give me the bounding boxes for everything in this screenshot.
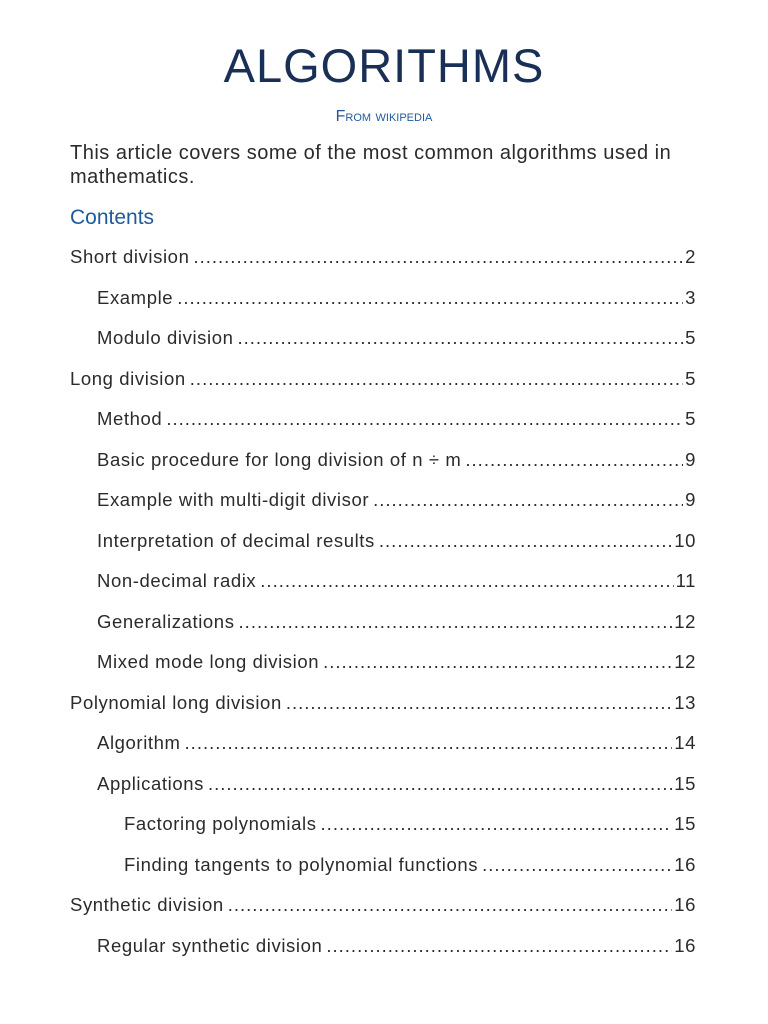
toc-entry[interactable]	[0, 845, 768, 886]
toc-dot-leader	[193, 246, 683, 268]
toc-dot-leader	[177, 287, 683, 309]
toc-dot-leader	[379, 530, 672, 552]
toc-page-number: 10	[674, 529, 696, 551]
toc-dot-leader	[239, 611, 673, 633]
toc-entry-title: Generalizations	[97, 610, 235, 632]
toc-dot-leader	[208, 773, 672, 795]
toc-entry[interactable]	[0, 318, 768, 359]
toc-page-number: 9	[685, 489, 696, 511]
toc-entry[interactable]	[0, 885, 768, 926]
toc-entry-title: Interpretation of decimal results	[97, 529, 375, 551]
toc-entry-title: Applications	[97, 772, 204, 794]
toc-entry-title: Mixed mode long division	[97, 651, 320, 673]
toc-page-number: 5	[685, 367, 696, 389]
toc-entry-title: Algorithm	[97, 732, 181, 754]
toc-dot-leader	[482, 854, 672, 876]
toc-page-number: 2	[685, 246, 696, 268]
toc-entry-title: Non-decimal radix	[97, 570, 257, 592]
toc-entry-title: Polynomial long division	[70, 691, 282, 713]
toc-entry[interactable]	[0, 683, 768, 724]
toc-entry[interactable]	[0, 237, 768, 278]
toc-entry[interactable]	[0, 359, 768, 400]
toc-entry[interactable]	[0, 521, 768, 562]
toc-dot-leader	[465, 449, 683, 471]
toc-entry-title: Basic procedure for long division of n ÷ m	[97, 448, 462, 470]
toc-entry[interactable]	[0, 642, 768, 683]
toc-dot-leader	[238, 327, 684, 349]
toc-entry[interactable]	[0, 440, 768, 481]
toc-page-number: 12	[674, 610, 696, 632]
toc-entry[interactable]	[0, 561, 768, 602]
toc-entry-title: Example with multi-digit divisor	[97, 489, 370, 511]
toc-dot-leader	[190, 368, 683, 390]
toc-entry-title: Modulo division	[97, 327, 234, 349]
toc-page-number: 16	[674, 894, 696, 916]
toc-dot-leader	[326, 935, 672, 957]
toc-entry[interactable]	[0, 480, 768, 521]
toc-page-number: 11	[675, 570, 696, 592]
toc-page-number: 16	[674, 853, 696, 875]
toc-page-number: 5	[685, 408, 696, 430]
toc-entry-title: Short division	[70, 246, 190, 268]
toc-dot-leader	[323, 651, 672, 673]
toc-page-number: 15	[674, 772, 696, 794]
toc-entry[interactable]	[0, 278, 768, 319]
toc-page-number: 5	[685, 327, 696, 349]
toc-entry-title: Factoring polynomials	[124, 813, 317, 835]
document-subtitle: From wikipedia	[335, 108, 433, 125]
table-of-contents	[0, 237, 768, 966]
toc-dot-leader	[373, 489, 683, 511]
toc-page-number: 9	[685, 448, 696, 470]
toc-entry[interactable]	[0, 723, 768, 764]
contents-heading: Contents	[70, 206, 155, 229]
toc-dot-leader	[260, 570, 673, 592]
toc-dot-leader	[228, 894, 672, 916]
toc-page-number: 16	[674, 934, 696, 956]
toc-entry-title: Method	[97, 408, 163, 430]
toc-entry-title: Example	[97, 286, 174, 308]
toc-page-number: 3	[685, 286, 696, 308]
toc-page-number: 14	[674, 732, 696, 754]
toc-entry-title: Synthetic division	[70, 894, 224, 916]
toc-page-number: 12	[674, 651, 696, 673]
toc-entry-title: Long division	[70, 367, 186, 389]
toc-entry[interactable]	[0, 764, 768, 805]
toc-dot-leader	[286, 692, 672, 714]
toc-entry[interactable]	[0, 602, 768, 643]
toc-entry[interactable]	[0, 926, 768, 967]
toc-dot-leader	[185, 732, 673, 754]
intro-paragraph: This article covers some of the most common algorithms used in mathematics.	[70, 142, 672, 188]
toc-entry[interactable]	[0, 804, 768, 845]
toc-page-number: 13	[674, 691, 696, 713]
toc-entry-title: Regular synthetic division	[97, 934, 323, 956]
toc-dot-leader	[166, 408, 683, 430]
toc-dot-leader	[321, 813, 673, 835]
toc-page-number: 15	[674, 813, 696, 835]
toc-entry-title: Finding tangents to polynomial functions	[124, 853, 479, 875]
toc-entry[interactable]	[0, 399, 768, 440]
document-title: ALGORITHMS	[223, 39, 545, 92]
